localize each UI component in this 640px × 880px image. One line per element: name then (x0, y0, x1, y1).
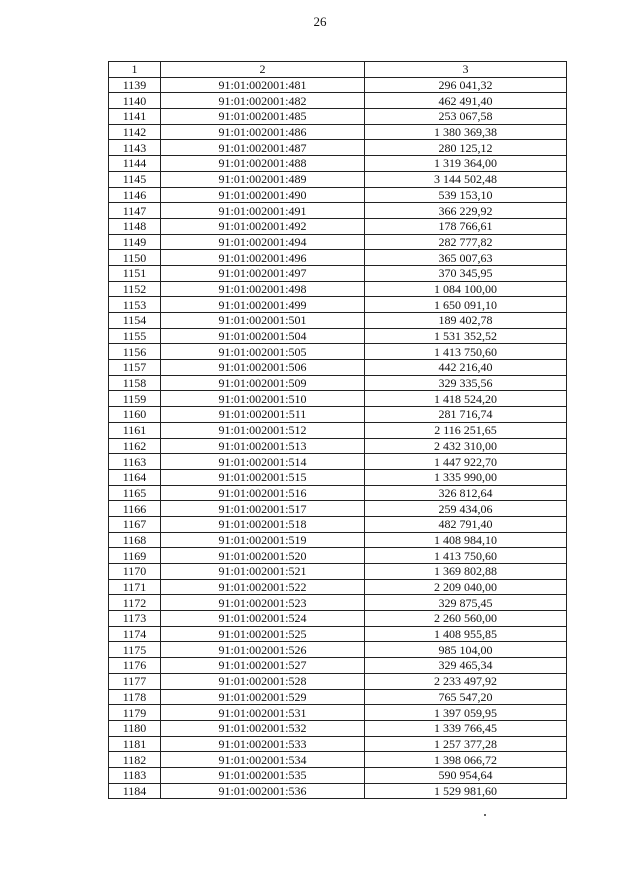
cadastral-number-cell: 91:01:002001:534 (161, 752, 365, 768)
cadastral-value-table (108, 61, 567, 799)
table-row (109, 156, 567, 172)
value-cell: 1 084 100,00 (365, 281, 567, 297)
cadastral-number-cell: 91:01:002001:518 (161, 516, 365, 532)
value-cell: 1 339 766,45 (365, 720, 567, 736)
table-row (109, 720, 567, 736)
row-number-cell: 1145 (109, 171, 161, 187)
row-number-cell: 1177 (109, 673, 161, 689)
value-cell: 3 144 502,48 (365, 171, 567, 187)
value-cell: 1 447 922,70 (365, 454, 567, 470)
table-row (109, 328, 567, 344)
table-row (109, 422, 567, 438)
row-number-cell: 1163 (109, 454, 161, 470)
value-cell: 1 335 990,00 (365, 469, 567, 485)
table-row (109, 297, 567, 313)
cadastral-number-cell: 91:01:002001:533 (161, 736, 365, 752)
value-cell: 2 432 310,00 (365, 438, 567, 454)
cadastral-number-cell: 91:01:002001:515 (161, 469, 365, 485)
row-number-cell: 1175 (109, 642, 161, 658)
table-row (109, 313, 567, 329)
column-header-3: 3 (365, 62, 567, 78)
value-cell: 189 402,78 (365, 313, 567, 329)
cadastral-number-cell: 91:01:002001:504 (161, 328, 365, 344)
value-cell: 1 413 750,60 (365, 344, 567, 360)
cadastral-number-cell: 91:01:002001:510 (161, 391, 365, 407)
cadastral-number-cell: 91:01:002001:482 (161, 93, 365, 109)
cadastral-number-cell: 91:01:002001:536 (161, 783, 365, 799)
value-cell: 1 408 955,85 (365, 626, 567, 642)
row-number-cell: 1173 (109, 611, 161, 627)
value-cell: 326 812,64 (365, 485, 567, 501)
value-cell: 329 875,45 (365, 595, 567, 611)
value-cell: 2 116 251,65 (365, 422, 567, 438)
row-number-cell: 1147 (109, 203, 161, 219)
row-number-cell: 1174 (109, 626, 161, 642)
row-number-cell: 1171 (109, 579, 161, 595)
cadastral-number-cell: 91:01:002001:488 (161, 156, 365, 172)
table-row (109, 752, 567, 768)
value-cell: 365 007,63 (365, 250, 567, 266)
stray-dot-mark (484, 814, 486, 816)
table-row (109, 360, 567, 376)
value-cell: 1 531 352,52 (365, 328, 567, 344)
cadastral-number-cell: 91:01:002001:512 (161, 422, 365, 438)
row-number-cell: 1161 (109, 422, 161, 438)
value-cell: 1 397 059,95 (365, 705, 567, 721)
row-number-cell: 1158 (109, 375, 161, 391)
table-row (109, 454, 567, 470)
value-cell: 2 233 497,92 (365, 673, 567, 689)
row-number-cell: 1154 (109, 313, 161, 329)
value-cell: 329 465,34 (365, 658, 567, 674)
row-number-cell: 1170 (109, 564, 161, 580)
table-row (109, 250, 567, 266)
table-row (109, 689, 567, 705)
table-row (109, 281, 567, 297)
table-body (109, 77, 567, 799)
row-number-cell: 1139 (109, 77, 161, 93)
cadastral-number-cell: 91:01:002001:489 (161, 171, 365, 187)
table-row (109, 626, 567, 642)
table-row (109, 611, 567, 627)
row-number-cell: 1150 (109, 250, 161, 266)
table-row (109, 579, 567, 595)
table-row (109, 516, 567, 532)
value-cell: 178 766,61 (365, 218, 567, 234)
row-number-cell: 1148 (109, 218, 161, 234)
table-row (109, 642, 567, 658)
value-cell: 1 418 524,20 (365, 391, 567, 407)
table-row (109, 203, 567, 219)
cadastral-number-cell: 91:01:002001:521 (161, 564, 365, 580)
value-cell: 281 716,74 (365, 407, 567, 423)
row-number-cell: 1159 (109, 391, 161, 407)
cadastral-number-cell: 91:01:002001:535 (161, 767, 365, 783)
row-number-cell: 1144 (109, 156, 161, 172)
cadastral-number-cell: 91:01:002001:532 (161, 720, 365, 736)
table-row (109, 438, 567, 454)
cadastral-number-cell: 91:01:002001:490 (161, 187, 365, 203)
cadastral-number-cell: 91:01:002001:513 (161, 438, 365, 454)
row-number-cell: 1153 (109, 297, 161, 313)
row-number-cell: 1166 (109, 501, 161, 517)
table-row (109, 548, 567, 564)
cadastral-number-cell: 91:01:002001:522 (161, 579, 365, 595)
table-row (109, 736, 567, 752)
cadastral-table-container (108, 61, 566, 799)
value-cell: 329 335,56 (365, 375, 567, 391)
row-number-cell: 1179 (109, 705, 161, 721)
value-cell: 1 319 364,00 (365, 156, 567, 172)
table-row (109, 171, 567, 187)
value-cell: 539 153,10 (365, 187, 567, 203)
value-cell: 366 229,92 (365, 203, 567, 219)
row-number-cell: 1164 (109, 469, 161, 485)
row-number-cell: 1172 (109, 595, 161, 611)
cadastral-number-cell: 91:01:002001:519 (161, 532, 365, 548)
value-cell: 1 398 066,72 (365, 752, 567, 768)
row-number-cell: 1165 (109, 485, 161, 501)
cadastral-number-cell: 91:01:002001:499 (161, 297, 365, 313)
value-cell: 1 380 369,38 (365, 124, 567, 140)
value-cell: 280 125,12 (365, 140, 567, 156)
cadastral-number-cell: 91:01:002001:486 (161, 124, 365, 140)
value-cell: 1 257 377,28 (365, 736, 567, 752)
table-row (109, 124, 567, 140)
row-number-cell: 1156 (109, 344, 161, 360)
cadastral-number-cell: 91:01:002001:491 (161, 203, 365, 219)
row-number-cell: 1141 (109, 109, 161, 125)
cadastral-number-cell: 91:01:002001:523 (161, 595, 365, 611)
column-header-2: 2 (161, 62, 365, 78)
cadastral-number-cell: 91:01:002001:529 (161, 689, 365, 705)
value-cell: 1 369 802,88 (365, 564, 567, 580)
table-row (109, 218, 567, 234)
cadastral-number-cell: 91:01:002001:506 (161, 360, 365, 376)
header-row (109, 62, 567, 78)
table-row (109, 595, 567, 611)
row-number-cell: 1178 (109, 689, 161, 705)
value-cell: 259 434,06 (365, 501, 567, 517)
value-cell: 1 650 091,10 (365, 297, 567, 313)
row-number-cell: 1184 (109, 783, 161, 799)
table-row (109, 375, 567, 391)
row-number-cell: 1140 (109, 93, 161, 109)
cadastral-number-cell: 91:01:002001:517 (161, 501, 365, 517)
cadastral-number-cell: 91:01:002001:492 (161, 218, 365, 234)
value-cell: 985 104,00 (365, 642, 567, 658)
table-row (109, 234, 567, 250)
cadastral-number-cell: 91:01:002001:481 (161, 77, 365, 93)
cadastral-number-cell: 91:01:002001:497 (161, 265, 365, 281)
row-number-cell: 1167 (109, 516, 161, 532)
table-row (109, 187, 567, 203)
table-row (109, 783, 567, 799)
value-cell: 1 413 750,60 (365, 548, 567, 564)
cadastral-number-cell: 91:01:002001:520 (161, 548, 365, 564)
table-row (109, 77, 567, 93)
table-row (109, 140, 567, 156)
cadastral-number-cell: 91:01:002001:509 (161, 375, 365, 391)
value-cell: 282 777,82 (365, 234, 567, 250)
table-row (109, 344, 567, 360)
value-cell: 765 547,20 (365, 689, 567, 705)
cadastral-number-cell: 91:01:002001:485 (161, 109, 365, 125)
row-number-cell: 1176 (109, 658, 161, 674)
cadastral-number-cell: 91:01:002001:505 (161, 344, 365, 360)
row-number-cell: 1182 (109, 752, 161, 768)
table-row (109, 673, 567, 689)
value-cell: 2 260 560,00 (365, 611, 567, 627)
page-number: 26 (313, 14, 327, 29)
table-row (109, 109, 567, 125)
value-cell: 253 067,58 (365, 109, 567, 125)
cadastral-number-cell: 91:01:002001:494 (161, 234, 365, 250)
value-cell: 482 791,40 (365, 516, 567, 532)
cadastral-number-cell: 91:01:002001:531 (161, 705, 365, 721)
table-row (109, 658, 567, 674)
row-number-cell: 1183 (109, 767, 161, 783)
row-number-cell: 1181 (109, 736, 161, 752)
table-row (109, 407, 567, 423)
row-number-cell: 1151 (109, 265, 161, 281)
cadastral-number-cell: 91:01:002001:525 (161, 626, 365, 642)
row-number-cell: 1152 (109, 281, 161, 297)
column-header-1: 1 (109, 62, 161, 78)
cadastral-number-cell: 91:01:002001:498 (161, 281, 365, 297)
table-row (109, 391, 567, 407)
table-row (109, 93, 567, 109)
value-cell: 2 209 040,00 (365, 579, 567, 595)
row-number-cell: 1157 (109, 360, 161, 376)
table-row (109, 705, 567, 721)
table-row (109, 564, 567, 580)
table-row (109, 469, 567, 485)
table-row (109, 485, 567, 501)
row-number-cell: 1149 (109, 234, 161, 250)
value-cell: 1 529 981,60 (365, 783, 567, 799)
row-number-cell: 1180 (109, 720, 161, 736)
cadastral-number-cell: 91:01:002001:501 (161, 313, 365, 329)
value-cell: 370 345,95 (365, 265, 567, 281)
value-cell: 442 216,40 (365, 360, 567, 376)
cadastral-number-cell: 91:01:002001:516 (161, 485, 365, 501)
table-header (109, 62, 567, 78)
row-number-cell: 1160 (109, 407, 161, 423)
row-number-cell: 1169 (109, 548, 161, 564)
table-row (109, 501, 567, 517)
row-number-cell: 1143 (109, 140, 161, 156)
table-row (109, 532, 567, 548)
row-number-cell: 1155 (109, 328, 161, 344)
cadastral-number-cell: 91:01:002001:527 (161, 658, 365, 674)
value-cell: 1 408 984,10 (365, 532, 567, 548)
cadastral-number-cell: 91:01:002001:526 (161, 642, 365, 658)
row-number-cell: 1146 (109, 187, 161, 203)
table-row (109, 265, 567, 281)
cadastral-number-cell: 91:01:002001:524 (161, 611, 365, 627)
value-cell: 296 041,32 (365, 77, 567, 93)
cadastral-number-cell: 91:01:002001:511 (161, 407, 365, 423)
row-number-cell: 1168 (109, 532, 161, 548)
row-number-cell: 1162 (109, 438, 161, 454)
table-row (109, 767, 567, 783)
cadastral-number-cell: 91:01:002001:496 (161, 250, 365, 266)
value-cell: 590 954,64 (365, 767, 567, 783)
cadastral-number-cell: 91:01:002001:528 (161, 673, 365, 689)
value-cell: 462 491,40 (365, 93, 567, 109)
row-number-cell: 1142 (109, 124, 161, 140)
cadastral-number-cell: 91:01:002001:514 (161, 454, 365, 470)
cadastral-number-cell: 91:01:002001:487 (161, 140, 365, 156)
